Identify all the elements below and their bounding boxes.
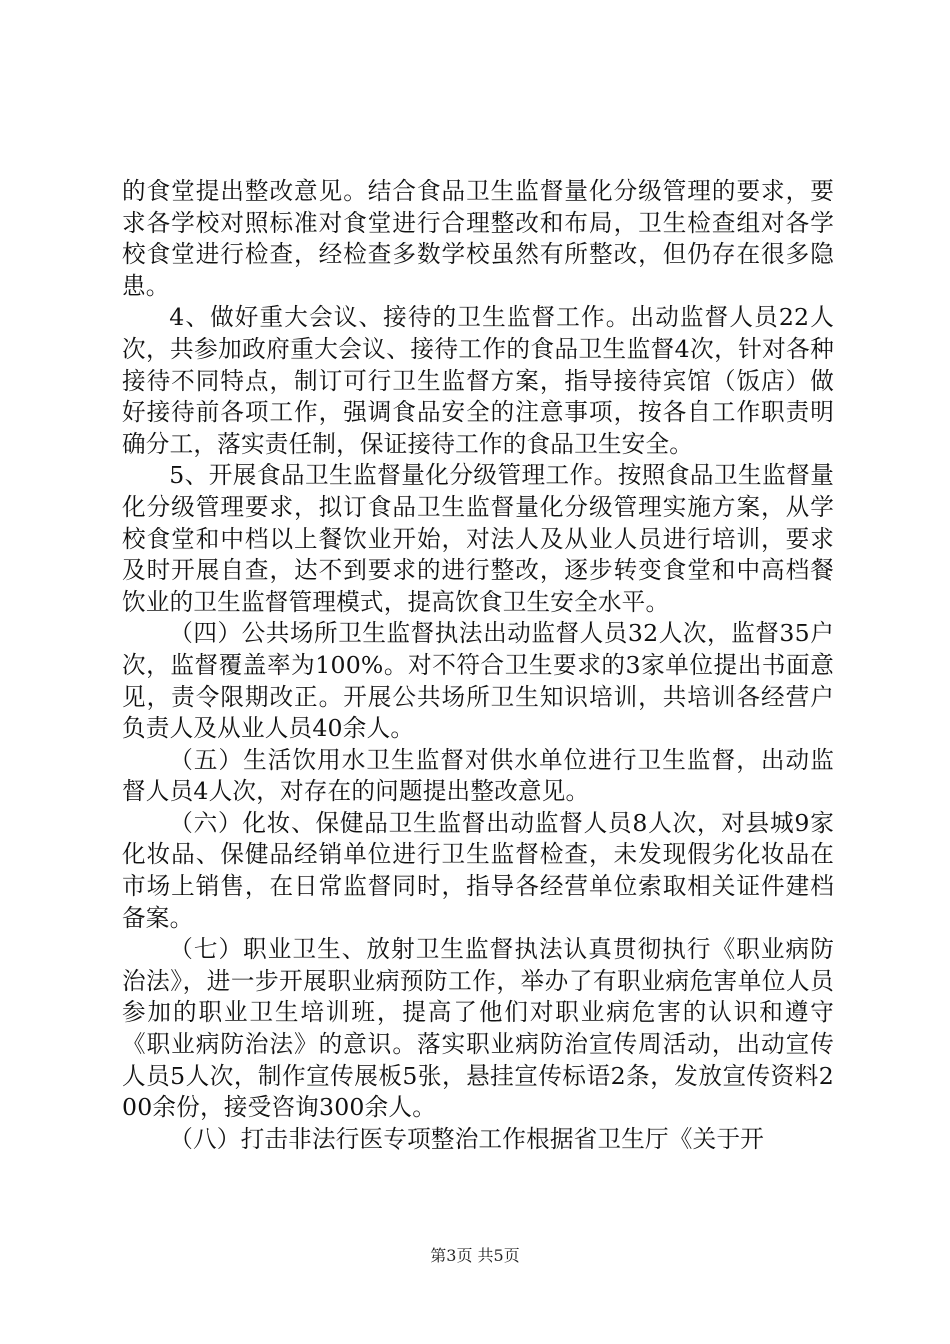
paragraph-item-5: 5、开展食品卫生监督量化分级管理工作。按照食品卫生监督量化分级管理要求，拟订食品卫生监督量化分级管理实施方案，从学校食堂和中档以上餐饮业开始，对法人及从业人员进行培训，要求及时开展自查，达不到要求的进行整改，逐步转变食堂和中高档餐饮业的卫生监督管理模式，提高饮食卫生安全水平。 xyxy=(122,461,834,616)
paragraph-item-4: 4、做好重大会议、接待的卫生监督工作。出动监督人员22人次，共参加政府重大会议、接待工作的食品卫生监督4次，针对各种接待不同特点，制订可行卫生监督方案，指导接待宾馆（饭店）做好接待前各项工作，强调食品安全的注意事项，按各自工作职责明确分工，落实责任制，保证接待工作的食品卫生安全。 xyxy=(122,303,834,458)
paragraph-section-4: （四）公共场所卫生监督执法出动监督人员32人次，监督35户次，监督覆盖率为100%。对不符合卫生要求的3家单位提出书面意见，责令限期改正。开展公共场所卫生知识培训，共培训各经营户负责人及从业人员40余人。 xyxy=(122,619,834,743)
paragraph-section-6: （六）化妆、保健品卫生监督出动监督人员8人次，对县城9家化妆品、保健品经销单位进行卫生监督检查，未发现假劣化妆品在市场上销售，在日常监督同时，指导各经营单位索取相关证件建档备案。 xyxy=(122,808,834,932)
paragraph-continuation: 的食堂提出整改意见。结合食品卫生监督量化分级管理的要求，要求各学校对照标准对食堂进行合理整改和布局，卫生检查组对各学校食堂进行检查，经检查多数学校虽然有所整改，但仍存在很多隐患。 xyxy=(122,177,834,300)
paragraph-section-5: （五）生活饮用水卫生监督对供水单位进行卫生监督，出动监督人员4人次，对存在的问题提出整改意见。 xyxy=(122,745,834,806)
paragraph-section-8: （八）打击非法行医专项整治工作根据省卫生厅《关于开 xyxy=(169,1124,765,1153)
page-number-label: 第3页 共5页 xyxy=(430,1246,520,1265)
paragraph-section-7: （七）职业卫生、放射卫生监督执法认真贯彻执行《职业病防治法》，进一步开展职业病预防工作，举办了有职业病危害单位人员参加的职业卫生培训班，提高了他们对职业病危害的认识和遵守《职业病防治法》的意识。落实职业病防治宣传周活动，出动宣传人员5人次，制作宣传展板5张，悬挂宣传标语2条，发放宣传资料200余份，接受咨询300余人。 xyxy=(122,935,834,1122)
document-body xyxy=(122,176,834,1155)
page-footer xyxy=(0,1246,950,1266)
